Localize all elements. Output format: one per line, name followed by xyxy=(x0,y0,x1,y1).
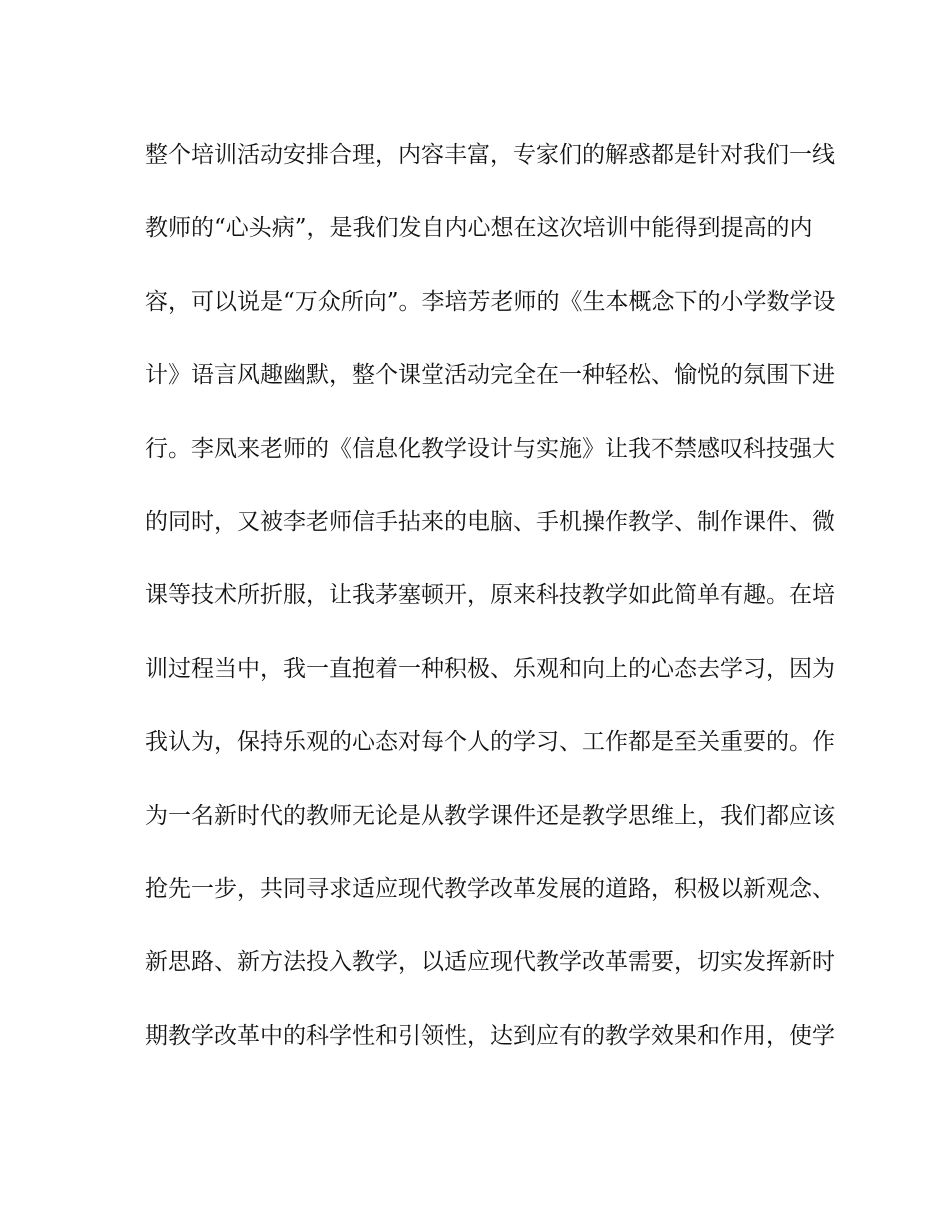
text-line: 我认为，保持乐观的心态对每个人的学习、工作都是至关重要的。作 xyxy=(145,729,835,756)
text-line: 整个培训活动安排合理，内容丰富，专家们的解惑都是针对我们一线 xyxy=(145,142,835,168)
text-line: 容，可以说是“万众所向”。李培芳老师的《生本概念下的小学数学设 xyxy=(145,288,836,315)
body-paragraph xyxy=(145,133,836,1087)
text-line: 新思路、新方法投入教学，以适应现代教学改革需要，切实发挥新时 xyxy=(145,949,835,976)
text-line: 抢先一步，共同寻求适应现代教学改革发展的道路，积极以新观念、 xyxy=(145,875,835,902)
text-line: 的同时，又被李老师信手拈来的电脑、手机操作教学、制作课件、微 xyxy=(145,508,835,535)
text-line: 行。李凤来老师的《信息化教学设计与实施》让我不禁感叹科技强大 xyxy=(145,435,835,462)
text-line: 计》语言风趣幽默，整个课堂活动完全在一种轻松、愉悦的氛围下进 xyxy=(145,362,835,389)
text-line: 训过程当中，我一直抱着一种积极、乐观和向上的心态去学习，因为 xyxy=(145,655,835,682)
text-line: 课等技术所折服，让我茅塞顿开，原来科技教学如此简单有趣。在培 xyxy=(145,582,835,609)
text-line: 教师的“心头病”，是我们发自内心想在这次培训中能得到提高的内 xyxy=(145,215,813,242)
text-line: 期教学改革中的科学性和引领性，达到应有的教学效果和作用，使学 xyxy=(145,1022,835,1049)
text-line: 为一名新时代的教师无论是从教学课件还是教学思维上，我们都应该 xyxy=(145,802,835,829)
